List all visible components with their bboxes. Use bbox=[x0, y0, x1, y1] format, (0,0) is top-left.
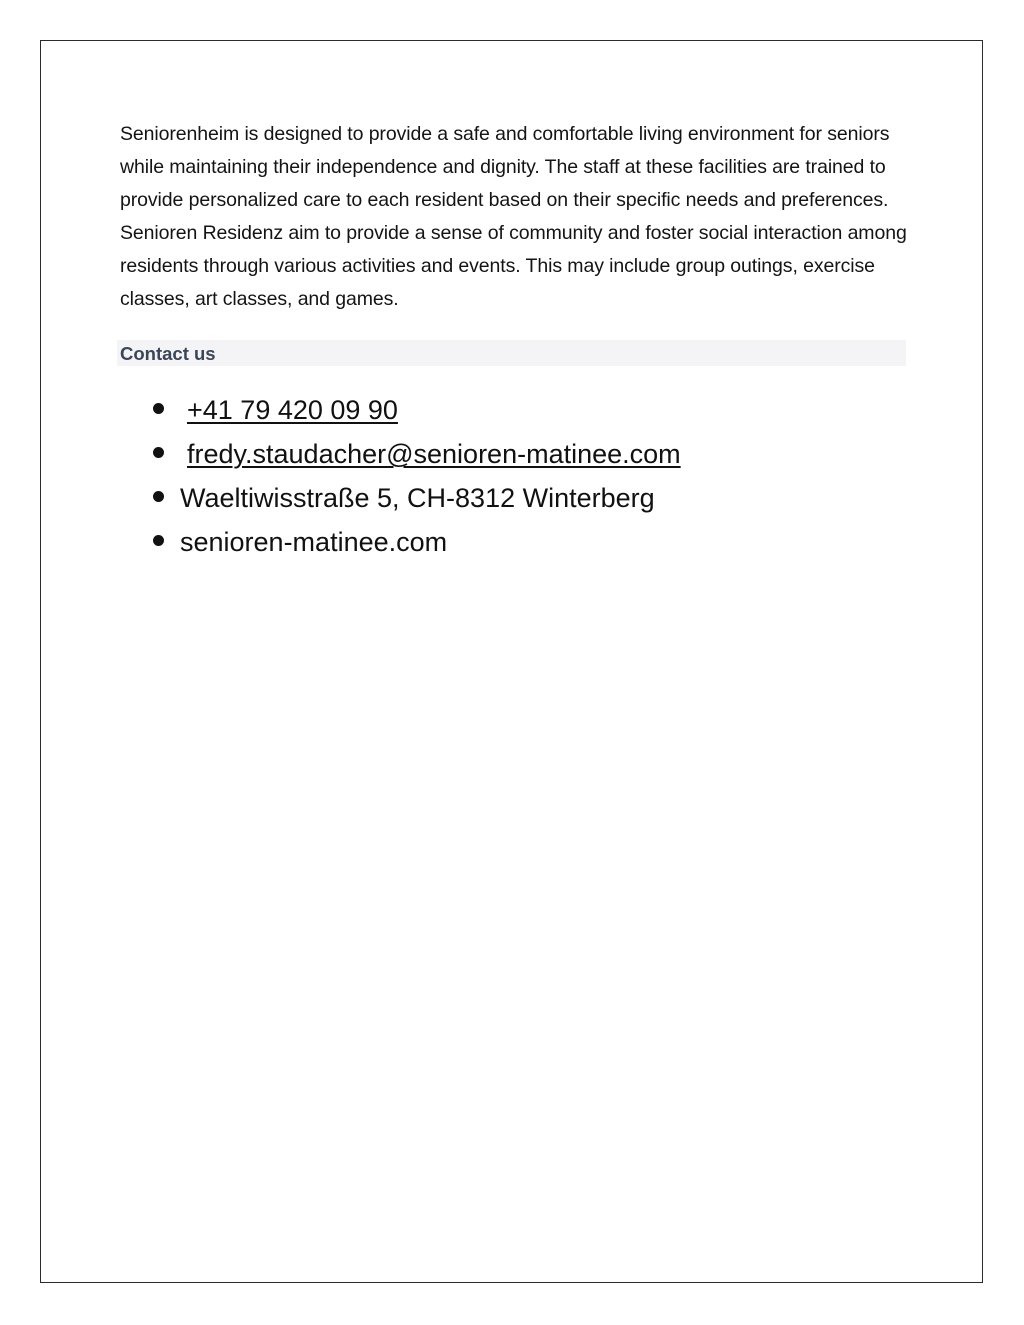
contact-item-phone bbox=[120, 388, 910, 432]
contact-item-address bbox=[120, 476, 910, 520]
contact-item-website bbox=[120, 520, 910, 564]
bullet-icon bbox=[153, 491, 164, 502]
website-text: senioren-matinee.com bbox=[180, 527, 448, 557]
intro-paragraph: Seniorenheim is designed to provide a safe and comfortable living environment for seniors while maintaining their independence and dignity. The staff at these facilities are trained to provide personalized care to each resident based on their specific needs and preferences. Senioren Residenz aim to provide a sense of community and foster social interaction among residents through various activities and events. This may include group outings, exercise classes, art classes, and games. bbox=[120, 123, 907, 310]
contact-item-email bbox=[120, 432, 910, 476]
email-link[interactable]: fredy.staudacher@senioren-matinee.com bbox=[187, 439, 681, 469]
bullet-icon bbox=[153, 403, 164, 414]
address-text: Waeltiwisstraße 5, CH-8312 Winterberg bbox=[180, 483, 655, 513]
contact-list bbox=[120, 388, 910, 564]
contact-heading: Contact us bbox=[117, 340, 906, 366]
bullet-icon bbox=[153, 447, 164, 458]
document-content bbox=[120, 118, 910, 564]
phone-link[interactable]: +41 79 420 09 90 bbox=[187, 395, 398, 425]
bullet-icon bbox=[153, 535, 164, 546]
